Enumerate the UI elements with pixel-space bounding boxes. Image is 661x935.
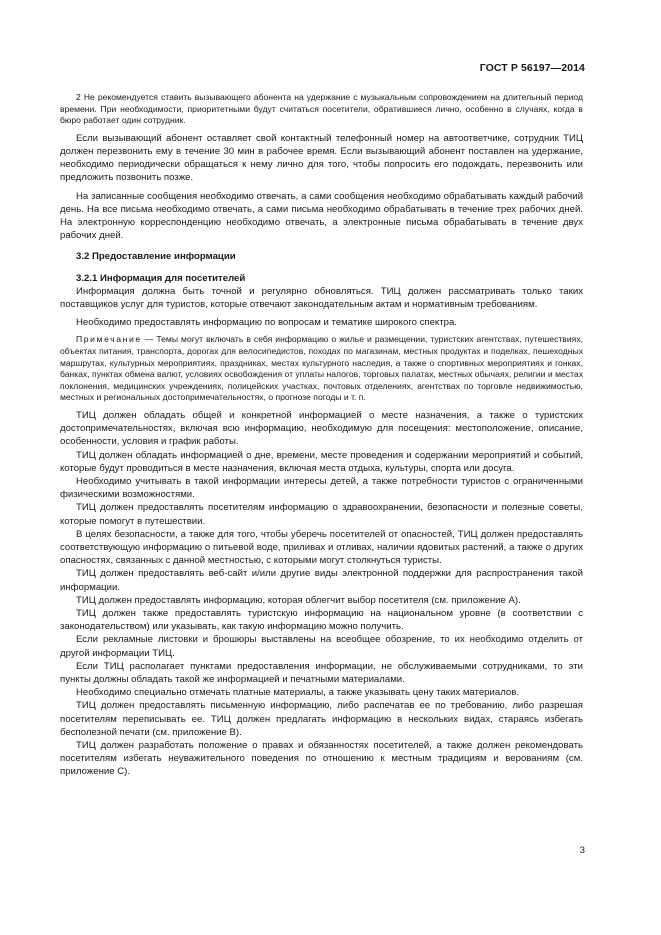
- note-label: Примечание: [76, 334, 142, 345]
- paragraph: ТИЦ должен предоставлять посетителям информацию о здравоохранении, безопасности и полезные советы, которые помогут в путешествии.: [60, 502, 583, 527]
- page-number: 3: [579, 845, 585, 856]
- paragraph: В целях безопасности, а также для того, чтобы уберечь посетителей от опасностей, ТИЦ должен предоставлять соответствующую информацию о питьевой воде, приливах и отливах, наличии ядовитых растений, а также о других опасностях, связанных с данной местностью, с которыми могут столкнуться туристы.: [60, 528, 583, 567]
- paragraph: Если рекламные листовки и брошюры выставлены на всеобщее обозрение, то их необходимо отделить от другой информации ТИЦ.: [60, 634, 583, 659]
- note-text: — Темы могут включать в себя информацию о жилье и размещении, туристских агентствах, путешествиях, объектах питания, транспорта, дорогах для велосипедистов, походах по магазинам, местных продуктах и поделках, пешеходных маршрутах, культурных мероприятиях, праздниках, местах культурного наследия, а также о спортивных мероприятиях и гонках, банках, пунктах обмена валют, условиях освобождения от уплаты налогов, торговых палатах, местных обычаях, религии и местах поклонения, медицинских учреждениях, полицейских участках, почтовых отделениях, агентствах по торговле недвижимостью, местных и региональных достопримечательностях, о прогнозе погоды и т. п.: [60, 334, 583, 403]
- paragraph: Необходимо учитывать в такой информации интересы детей, а также потребности туристов с ограниченными физическими возможностями.: [60, 476, 583, 501]
- section-heading: 3.2 Предоставление информации: [76, 251, 236, 263]
- paragraph: Если вызывающий абонент оставляет свой контактный телефонный номер на автоответчике, сотрудник ТИЦ должен перезвонить ему в течение 30 мин в рабочее время. Если вызывающий абонент поставлен на удержание, необходимо периодически обращаться к нему лично для того, чтобы попросить его подождать, перезвонить или предложить позвонить позже.: [60, 132, 583, 184]
- note-paragraph-2: 2 Не рекомендуется ставить вызывающего абонента на удержание с музыкальным сопровождением на длительный период времени. При необходимости, приоритетными будут считаться посетители, обратившиеся лично, особенно в случаях, когда в бюро работает один сотрудник.: [60, 92, 583, 126]
- paragraph: ТИЦ должен обладать информацией о дне, времени, месте проведения и содержании мероприятий и событий, которые будут проводиться в месте назначения, включая места отдыха, культуры, спорта или досуга.: [60, 449, 583, 474]
- paragraph: ТИЦ должен обладать общей и конкретной информацией о месте назначения, а также о туристских достопримечательностях, включая всю информацию, необходимую для посещения: местоположение, описание, особенности, условия и график работы.: [60, 409, 583, 448]
- document-body: [60, 92, 583, 779]
- standard-id-header: ГОСТ Р 56197—2014: [479, 62, 585, 74]
- paragraph: Необходимо предоставлять информацию по вопросам и тематике широкого спектра.: [76, 317, 457, 329]
- paragraph: ТИЦ должен предоставлять веб-сайт и/или другие виды электронной поддержки для распространения такой информации.: [60, 568, 583, 593]
- paragraph: Необходимо специально отмечать платные материалы, а также указывать цену таких материалов.: [76, 687, 520, 699]
- paragraph: ТИЦ должен также предоставлять туристскую информацию на национальном уровне (в соответствии с законодательством) или указывать, как такую информацию можно получить.: [60, 608, 583, 633]
- note-paragraph: [60, 334, 583, 404]
- paragraph: ТИЦ должен предоставлять информацию, которая облегчит выбор посетителя (см. приложение А).: [76, 594, 521, 606]
- paragraph: ТИЦ должен предоставлять письменную информацию, либо распечатав ее по требованию, либо разрешая посетителям переписывать ее. ТИЦ должен предлагать информацию в нескольких видах, стараясь избегать бесполезной печати (см. приложение В).: [60, 700, 583, 738]
- paragraph: Если ТИЦ располагает пунктами предоставления информации, не обслуживаемыми сотрудниками, то эти пункты должны обладать такой же информацией и печатными материалами.: [60, 660, 583, 686]
- paragraph: ТИЦ должен разработать положение о правах и обязанностях посетителей, а также должен рекомендовать посетителям избегать неуважительного поведения по отношению к местным традициям и верованиям (см. приложение С).: [60, 740, 583, 778]
- paragraph: Информация должна быть точной и регулярно обновляться. ТИЦ должен рассматривать только таких поставщиков услуг для туристов, которые отвечают законодательным актам и нормативным требованиям.: [60, 285, 583, 311]
- paragraph: На записанные сообщения необходимо отвечать, а сами сообщения необходимо обрабатывать каждый рабочий день. На все письма необходимо отвечать, а сами письма необходимо обрабатывать в течение трех рабочих дней. На электронную корреспонденцию необходимо отвечать, а электронные письма обрабатывать в течение двух рабочих дней.: [60, 190, 583, 242]
- subsection-heading: 3.2.1 Информация для посетителей: [76, 272, 246, 284]
